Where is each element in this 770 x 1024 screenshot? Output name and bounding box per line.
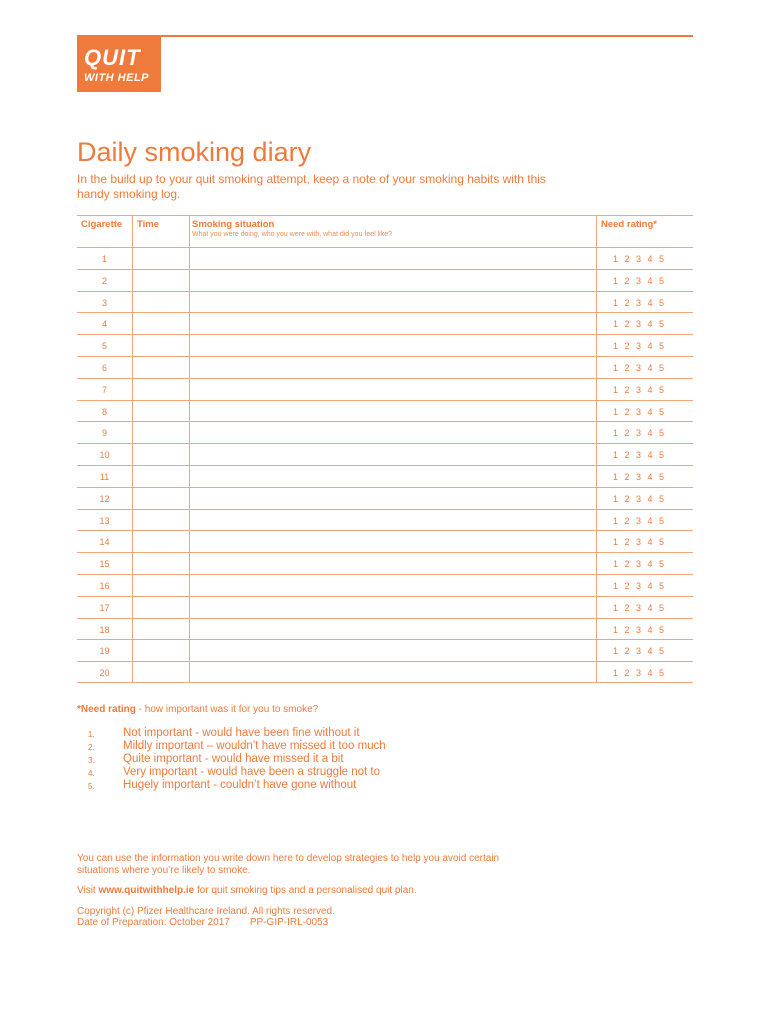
need-rating-scale[interactable]: 1 2 3 4 5 [613,450,665,461]
table-row [77,421,693,444]
table-row [77,552,693,575]
cigarette-number: 18 [99,624,110,635]
need-rating-scale[interactable]: 1 2 3 4 5 [613,602,665,613]
header-cigarette: Cigarette [81,219,123,230]
rating-level-number: 4. [88,769,95,778]
need-rating-note [77,704,318,715]
rating-level-text: Mildly important – wouldn’t have missed it too much [123,740,386,752]
need-rating-scale[interactable]: 1 2 3 4 5 [613,559,665,570]
need-rating-scale[interactable]: 1 2 3 4 5 [613,275,665,286]
cigarette-number: 20 [99,668,110,679]
table-row [77,356,693,379]
table-row [77,487,693,510]
table-row [77,530,693,553]
cigarette-number: 16 [99,581,110,591]
need-rating-scale[interactable]: 1 2 3 4 5 [613,319,665,330]
rating-level-text: Hugely important - couldn’t have gone without [123,779,357,791]
need-rating-scale[interactable]: 1 2 3 4 5 [613,297,665,308]
intro-text: In the build up to your quit smoking attempt, keep a note of your smoking habits with this handy smoking log. [77,172,546,201]
rating-level-number: 2. [88,743,95,752]
cigarette-number: 2 [101,275,107,286]
table-row [77,334,693,357]
cigarette-number: 7 [101,384,107,395]
need-rating-scale[interactable]: 1 2 3 4 5 [613,384,665,395]
visit-suffix: for quit smoking tips and a personalised quit plan. [194,885,417,896]
smoking-diary-table [77,215,693,683]
header-time: Time [137,219,160,230]
table-row [77,247,693,270]
cigarette-number: 13 [99,515,110,526]
need-rating-scale[interactable]: 1 2 3 4 5 [613,537,665,548]
cigarette-number: 8 [101,406,107,417]
need-rating-scale[interactable]: 1 2 3 4 5 [613,254,665,264]
table-row [77,312,693,335]
table-row [77,465,693,488]
need-rating-scale[interactable]: 1 2 3 4 5 [613,668,665,679]
table-header [77,216,693,242]
quit-with-help-logo [77,37,161,92]
cigarette-number: 3 [101,297,107,308]
table-row [77,596,693,619]
cigarette-number: 15 [99,559,110,570]
page-title: Daily smoking diary [77,137,312,167]
need-rating-scale[interactable]: 1 2 3 4 5 [613,428,665,439]
need-rating-scale[interactable]: 1 2 3 4 5 [613,363,665,373]
cigarette-number: 10 [99,450,110,461]
table-row [77,574,693,597]
logo-line-quit: QUIT [84,45,141,70]
rating-level-text: Very important - would have been a struggle not to [123,766,380,778]
copyright-block [77,906,335,928]
visit-prefix: Visit [77,885,99,896]
table-row [77,291,693,314]
rating-level-number: 5. [88,782,95,791]
copyright-text: Copyright (c) Pfizer Healthcare Ireland. All rights reserved. [77,906,335,917]
rating-level-text: Not important - would have been fine without it [123,727,360,739]
table-row [77,400,693,423]
cigarette-number: 12 [99,493,110,504]
table-row [77,378,693,401]
need-rating-question: - how important was it for you to smoke? [135,704,319,715]
table-row [77,661,693,684]
rating-level-number: 3. [88,756,95,765]
cigarette-number: 9 [101,428,107,439]
website-link[interactable]: www.quitwithhelp.ie [98,885,195,896]
table-row [77,443,693,466]
top-rule [77,35,693,37]
cigarette-number: 5 [101,341,107,352]
need-rating-scale[interactable]: 1 2 3 4 5 [613,646,665,657]
need-rating-scale[interactable]: 1 2 3 4 5 [613,406,665,417]
need-rating-scale[interactable]: 1 2 3 4 5 [613,472,665,482]
cigarette-number: 11 [99,472,110,482]
need-rating-scale[interactable]: 1 2 3 4 5 [613,341,665,352]
need-rating-scale[interactable]: 1 2 3 4 5 [613,581,665,591]
rating-level-number: 1. [88,730,95,739]
preparation-date: Date of Preparation: October 2017 [77,917,230,928]
cigarette-number: 17 [99,602,110,613]
visit-line [77,885,417,896]
need-rating-scale[interactable]: 1 2 3 4 5 [613,493,665,504]
table-row [77,639,693,662]
table-row [77,618,693,641]
need-rating-scale[interactable]: 1 2 3 4 5 [613,624,665,635]
table-row [77,269,693,292]
table-row [77,509,693,532]
logo-line-with-help: WITH HELP [84,72,149,84]
need-rating-scale[interactable]: 1 2 3 4 5 [613,515,665,526]
cigarette-number: 1 [101,254,107,264]
rating-level-text: Quite important - would have missed it a bit [123,753,344,765]
cigarette-number: 6 [101,363,107,373]
cigarette-number: 4 [101,319,107,330]
cigarette-number: 14 [99,537,110,548]
header-need-rating: Need rating* [601,219,657,230]
header-situation-hint: What you were doing, who you were with, what did you feel like? [192,231,392,238]
cigarette-number: 19 [99,646,110,657]
header-situation: Smoking situation [192,219,275,230]
document-code: PP-GIP-IRL-0053 [249,917,329,928]
need-rating-label: *Need rating [77,704,136,715]
strategies-text: You can use the information you write down here to develop strategies to help you avoid certain situations where you’re likely to smoke. [77,853,500,876]
